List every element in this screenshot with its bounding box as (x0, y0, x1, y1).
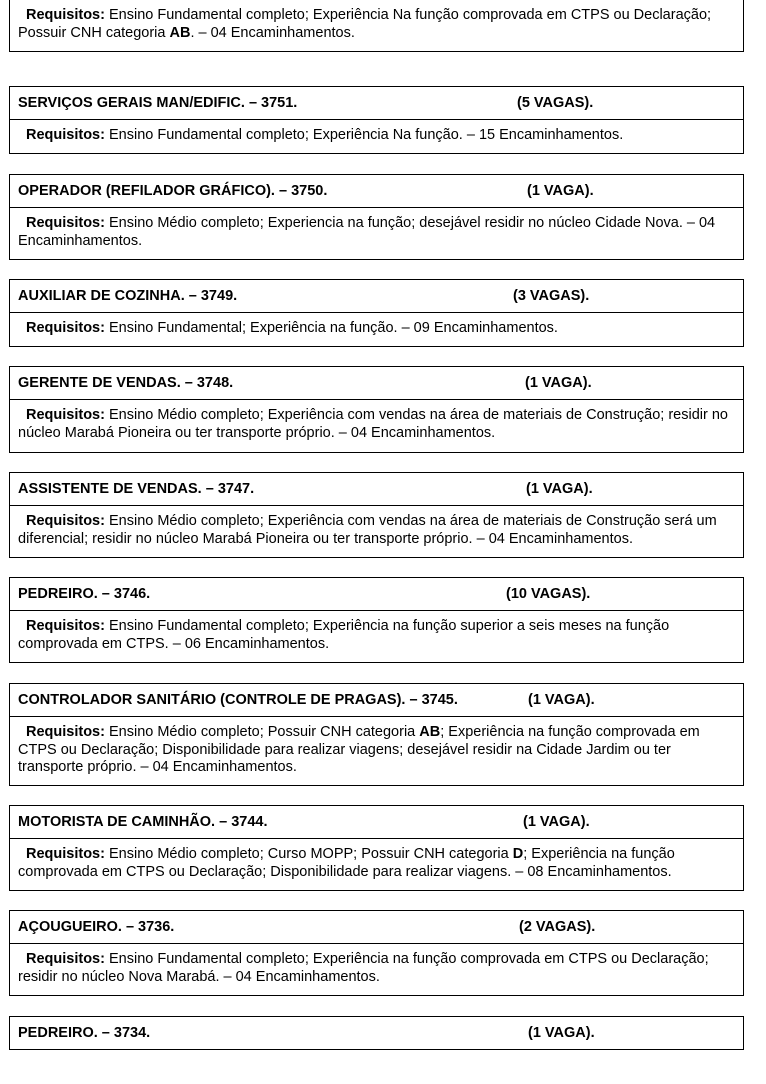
job-header (10, 280, 743, 313)
job-header (10, 473, 743, 506)
job-vacancies: (2 VAGAS). (519, 919, 596, 935)
job-box (9, 683, 744, 786)
job-title: AUXILIAR DE COZINHA. – 3749. (18, 288, 238, 304)
job-box (9, 577, 744, 663)
job-vacancies: (1 VAGA). (527, 183, 594, 199)
job-header (10, 87, 743, 120)
job-header (10, 684, 743, 717)
job-box (9, 174, 744, 260)
job-requirements: Requisitos: Ensino Médio completo; Possuir CNH categoria AB; Experiência na função comprovada em CTPS ou Declaração; Disponibilidade para realizar viagens; desejável residir na Cidade Jardim ou ter transporte próprio. – 04 Encaminhamentos. (18, 724, 700, 775)
job-vacancies: (3 VAGAS). (513, 288, 590, 304)
job-header (10, 911, 743, 944)
job-vacancies: (1 VAGA). (528, 1025, 595, 1041)
job-requirements: Requisitos: Ensino Médio completo; Experiência com vendas na área de materiais de Construção; residir no núcleo Marabá Pioneira ou ter transporte próprio. – 04 Encaminhamentos. (18, 407, 728, 441)
job-header (10, 367, 743, 400)
job-header (10, 578, 743, 611)
job-requirements: Requisitos: Ensino Fundamental completo; Experiência na função superior a seis meses na função comprovada em CTPS. – 06 Encaminhamentos. (18, 618, 670, 652)
job-vacancies: (1 VAGA). (523, 814, 590, 830)
job-requirements: Requisitos: Ensino Fundamental completo; Experiência Na função comprovada em CTPS ou Declaração; Possuir CNH categoria AB. – 04 Encaminhamentos. (18, 7, 712, 41)
job-header (10, 175, 743, 208)
job-box (9, 279, 744, 347)
job-box (9, 366, 744, 453)
job-vacancies: (1 VAGA). (528, 692, 595, 708)
job-requirements: Requisitos: Ensino Médio completo; Curso MOPP; Possuir CNH categoria D; Experiência na função comprovada em CTPS ou Declaração; Disponibilidade para realizar viagens. – 08 Encaminhamentos. (18, 846, 675, 880)
job-title: CONTROLADOR SANITÁRIO (CONTROLE DE PRAGAS). – 3745. (18, 692, 458, 708)
job-box (9, 910, 744, 996)
job-title: PEDREIRO. – 3734. (18, 1025, 151, 1041)
job-box (9, 805, 744, 891)
job-requirements: Requisitos: Ensino Fundamental; Experiência na função. – 09 Encaminhamentos. (26, 320, 558, 336)
job-header (10, 806, 743, 839)
job-requirements: Requisitos: Ensino Fundamental completo; Experiência Na função. – 15 Encaminhamentos. (26, 127, 624, 143)
job-box (9, 86, 744, 154)
job-header (10, 1017, 743, 1049)
job-vacancies: (1 VAGA). (525, 375, 592, 391)
job-box (9, 472, 744, 558)
job-vacancies: (5 VAGAS). (517, 95, 594, 111)
job-vacancies: (10 VAGAS). (506, 586, 591, 602)
job-title: PEDREIRO. – 3746. (18, 586, 151, 602)
job-box-partial (9, 0, 744, 52)
job-title: OPERADOR (REFILADOR GRÁFICO). – 3750. (18, 183, 328, 199)
job-title: MOTORISTA DE CAMINHÃO. – 3744. (18, 814, 268, 830)
job-title: GERENTE DE VENDAS. – 3748. (18, 375, 234, 391)
job-title: SERVIÇOS GERAIS MAN/EDIFIC. – 3751. (18, 95, 298, 111)
job-box (9, 1016, 744, 1050)
job-title: ASSISTENTE DE VENDAS. – 3747. (18, 481, 255, 497)
job-requirements: Requisitos: Ensino Médio completo; Experiência com vendas na área de materiais de Construção será um diferencial; residir no núcleo Marabá Pioneira ou ter transporte próprio. – 04 Encaminhamentos. (18, 513, 717, 547)
job-title: AÇOUGUEIRO. – 3736. (18, 919, 175, 935)
job-vacancies: (1 VAGA). (526, 481, 593, 497)
job-requirements: Requisitos: Ensino Médio completo; Experiencia na função; desejável residir no núcleo Cidade Nova. – 04 Encaminhamentos. (18, 215, 716, 249)
job-requirements: Requisitos: Ensino Fundamental completo; Experiência na função comprovada em CTPS ou Declaração; residir no núcleo Nova Marabá. – 04 Encaminhamentos. (18, 951, 709, 985)
